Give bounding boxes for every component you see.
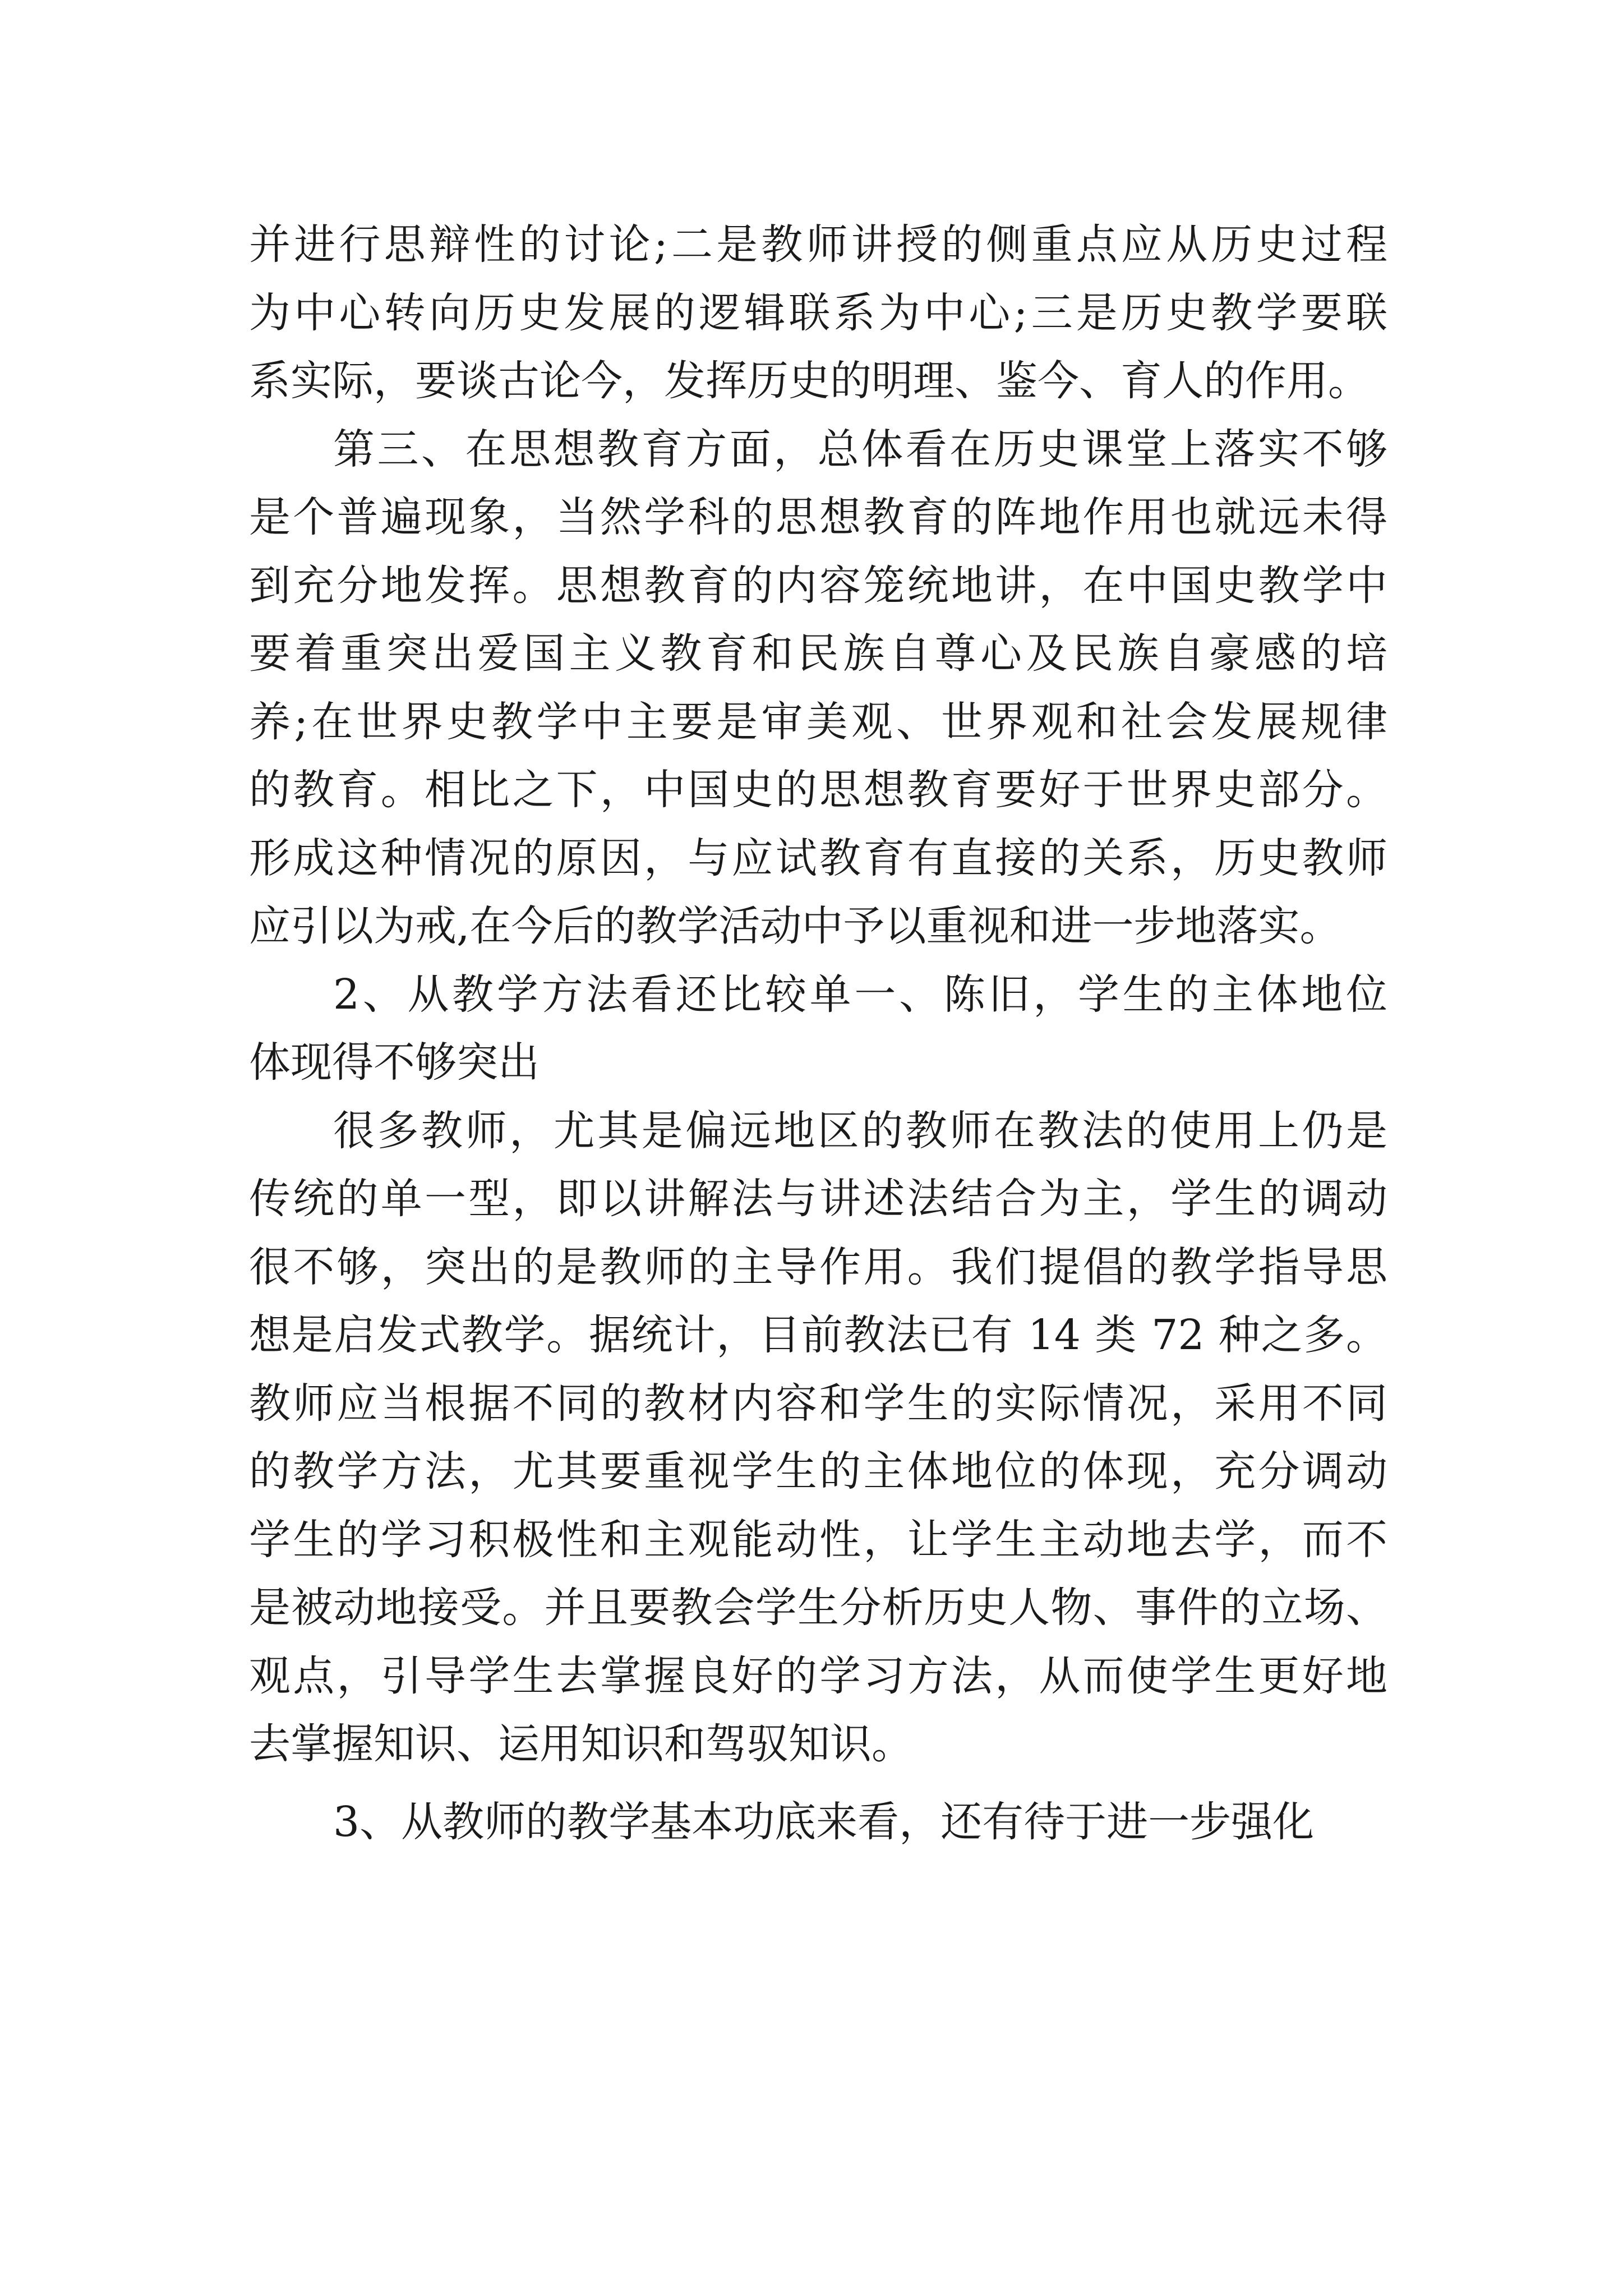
section-heading: 2、从教学方法看还比较单一、陈旧，学生的主体地位 <box>333 970 1387 1019</box>
text-line: 并进行思辩性的讨论;二是教师讲授的侧重点应从历史过程 <box>249 220 1387 269</box>
text-line: 的教学方法，尤其要重视学生的主体地位的体现，充分调动 <box>249 1447 1387 1496</box>
text-line: 要着重突出爱国主义教育和民族自尊心及民族自豪感的培 <box>249 629 1387 678</box>
text-line: 的教育。相比之下，中国史的思想教育要好于世界史部分。 <box>249 766 1387 814</box>
text-line: 是个普遍现象，当然学科的思想教育的阵地作用也就远未得 <box>249 493 1387 541</box>
text-line: 学生的学习积极性和主观能动性，让学生主动地去学，而不 <box>249 1515 1387 1564</box>
text-line: 观点，引导学生去掌握良好的学习方法，从而使学生更好地 <box>249 1651 1387 1700</box>
text-line: 养;在世界史教学中主要是审美观、世界观和社会发展规律 <box>249 697 1387 746</box>
paragraph-first-line: 第三、在思想教育方面，总体看在历史课堂上落实不够 <box>333 425 1387 473</box>
text-line: 想是启发式教学。据统计，目前教法已有 14 类 72 种之多。 <box>249 1311 1387 1359</box>
paragraph-gap <box>249 1779 1387 1788</box>
text-line: 应引以为戒,在今后的教学活动中予以重视和进一步地落实。 <box>249 902 1341 950</box>
text-line: 是被动地接受。并且要教会学生分析历史人物、事件的立场、 <box>249 1584 1387 1632</box>
text-line: 到充分地发挥。思想教育的内容笼统地讲，在中国史教学中 <box>249 561 1387 610</box>
text-line: 系实际，要谈古论今，发挥历史的明理、鉴今、育人的作用。 <box>249 357 1370 405</box>
text-line: 传统的单一型，即以讲解法与讲述法结合为主，学生的调动 <box>249 1175 1387 1223</box>
text-line: 为中心转向历史发展的逻辑联系为中心;三是历史教学要联 <box>249 288 1387 337</box>
section-heading-continued: 体现得不够突出 <box>249 1038 540 1087</box>
text-line: 教师应当根据不同的教材内容和学生的实际情况，采用不同 <box>249 1379 1387 1428</box>
text-line: 很不够，突出的是教师的主导作用。我们提倡的教学指导思 <box>249 1243 1387 1291</box>
text-line: 去掌握知识、运用知识和驾驭知识。 <box>249 1720 913 1768</box>
paragraph-first-line: 很多教师，尤其是偏远地区的教师在教法的使用上仍是 <box>333 1106 1387 1155</box>
text-line: 形成这种情况的原因，与应试教育有直接的关系，历史教师 <box>249 834 1387 882</box>
section-heading: 3、从教师的教学基本功底来看，还有待于进一步强化 <box>333 1797 1315 1846</box>
document-body <box>249 211 1387 1856</box>
